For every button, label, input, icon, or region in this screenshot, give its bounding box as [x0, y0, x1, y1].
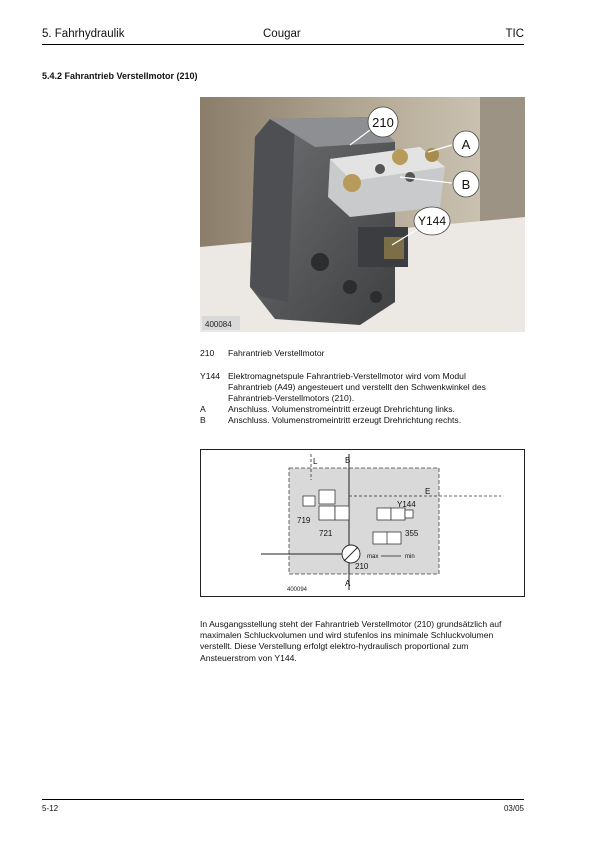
photo-image-number: 400084 — [205, 320, 232, 329]
legend-text: Elektromagnetspule Fahrantrieb-Verstellmotor wird vom Modul Fahrantrieb (A49) angesteuert und verstellt den Schwenkwinkel des Fahrantrieb-Verstellmotors (210). — [228, 371, 486, 403]
header-model: TIC — [505, 28, 524, 40]
legend-item — [200, 404, 530, 415]
legend-item — [200, 348, 530, 359]
hydraulic-schematic — [200, 449, 525, 597]
callout-b: B — [461, 177, 471, 192]
header-divider — [42, 44, 524, 45]
callout-a: A — [461, 137, 471, 152]
callout-210: 210 — [372, 115, 394, 130]
footer-divider — [42, 799, 524, 800]
legend-code: 210 — [200, 348, 215, 358]
legend-code: Y144 — [200, 371, 221, 381]
schem-label-355: 355 — [405, 529, 419, 538]
motor-photo-drawing — [200, 97, 525, 332]
schem-label-max: max — [367, 554, 379, 560]
schem-label-min: min — [405, 554, 415, 560]
schem-label-a: A — [345, 579, 351, 588]
legend-code: A — [200, 404, 206, 414]
legend-text: Fahrantrieb Verstellmotor — [228, 348, 325, 358]
schem-label-y144: Y144 — [397, 500, 416, 509]
legend-item — [200, 415, 530, 426]
description-paragraph: In Ausgangsstellung steht der Fahrantrieb Verstellmotor (210) grundsätzlich auf maximalen Schluckvolumen und wird stufenlos ins minimale Schluckvolumen verstellt. Diese Verstellung erfolgt elektro-hydraulisch proportional zum Ansteuerstrom von Y144. — [200, 619, 502, 663]
page-number: 5-12 — [42, 804, 59, 813]
header-chapter: 5. Fahrhydraulik — [42, 28, 125, 40]
section-title: 5.4.2 Fahrantrieb Verstellmotor (210) — [42, 71, 198, 81]
legend-text: Anschluss. Volumenstromeintritt erzeugt Drehrichtung rechts. — [228, 415, 462, 425]
schem-label-719: 719 — [297, 516, 311, 525]
motor-photo — [200, 97, 525, 332]
schem-label-e: E — [425, 487, 431, 496]
schem-label-210: 210 — [355, 562, 369, 571]
schem-label-721: 721 — [319, 529, 333, 538]
revision-date: 03/05 — [503, 804, 524, 813]
legend-item — [200, 371, 530, 404]
schematic-image-number: 400094 — [287, 587, 308, 593]
header-machine: Cougar — [263, 28, 301, 40]
schematic-drawing — [201, 450, 524, 596]
legend-code: B — [200, 415, 206, 425]
legend-text: Anschluss. Volumenstromeintritt erzeugt Drehrichtung links. — [228, 404, 455, 414]
callout-y144: Y144 — [417, 214, 447, 228]
schem-label-b: B — [345, 456, 351, 465]
schem-label-l: L — [313, 457, 318, 466]
